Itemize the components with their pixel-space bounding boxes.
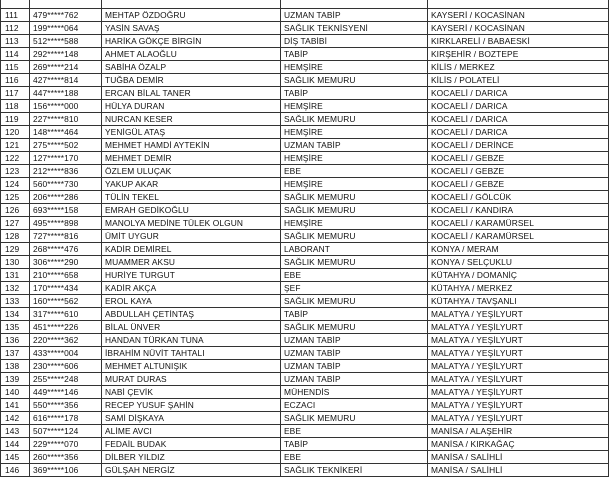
location-cell: KOCAELİ / GÖLCÜK [428, 191, 609, 204]
id-number-cell: 255*****248 [30, 373, 102, 386]
row-number-cell: 124 [1, 178, 30, 191]
table-row [1, 321, 609, 334]
table-row [1, 178, 609, 191]
location-cell: KONYA / SELÇUKLU [428, 256, 609, 269]
id-number-cell: 479*****762 [30, 9, 102, 22]
location-cell: KOCAELİ / DARICA [428, 113, 609, 126]
row-number-cell: 135 [1, 321, 30, 334]
location-cell: KOCAELİ / KARAMÜRSEL [428, 217, 609, 230]
id-number-cell: 210*****658 [30, 269, 102, 282]
row-number-cell: 129 [1, 243, 30, 256]
table-row [1, 126, 609, 139]
person-name-cell: RECEP YUSUF ŞAHİN [102, 399, 281, 412]
person-name-cell: SAMİ DİŞKAYA [102, 412, 281, 425]
table-row [1, 464, 609, 477]
table-row [1, 360, 609, 373]
row-number-cell: 127 [1, 217, 30, 230]
row-number-cell: 113 [1, 35, 30, 48]
person-name-cell: HARİKA GÖKÇE BİRGİN [102, 35, 281, 48]
table-row [1, 74, 609, 87]
person-name-cell: TÜLİN TEKEL [102, 191, 281, 204]
person-name-cell: ÖZLEM ULUÇAK [102, 165, 281, 178]
person-name-cell: HANDAN TÜRKAN TUNA [102, 334, 281, 347]
id-number-cell: 495*****898 [30, 217, 102, 230]
job-title-cell: UZMAN TABİP [281, 139, 428, 152]
job-title-cell: SAĞLIK MEMURU [281, 321, 428, 334]
person-name-cell: NABİ ÇEVİK [102, 386, 281, 399]
location-cell: KOCAELİ / GEBZE [428, 152, 609, 165]
table-row [1, 256, 609, 269]
location-cell: MALATYA / YEŞİLYURT [428, 373, 609, 386]
row-number-cell: 112 [1, 22, 30, 35]
person-name-cell: YAKUP AKAR [102, 178, 281, 191]
person-name-cell: ALİME AVCI [102, 425, 281, 438]
person-name-cell: KADİR DEMİREL [102, 243, 281, 256]
id-number-cell: 230*****606 [30, 360, 102, 373]
row-number-cell: 142 [1, 412, 30, 425]
row-number-cell: 111 [1, 9, 30, 22]
job-title-cell: LABORANT [281, 243, 428, 256]
person-name-cell: FEDAİL BUDAK [102, 438, 281, 451]
location-cell: KAYSERİ / KOCASİNAN [428, 9, 609, 22]
job-title-cell: UZMAN TABİP [281, 360, 428, 373]
id-number-cell: 227*****810 [30, 113, 102, 126]
location-cell: KOCAELİ / DARICA [428, 100, 609, 113]
table-row [1, 308, 609, 321]
id-number-cell: 449*****146 [30, 386, 102, 399]
job-title-cell: SAĞLIK MEMURU [281, 204, 428, 217]
location-cell: MALATYA / YEŞİLYURT [428, 334, 609, 347]
table-row [1, 295, 609, 308]
id-number-cell: 512*****588 [30, 35, 102, 48]
id-number-cell: 616*****178 [30, 412, 102, 425]
person-name-cell: MANOLYA MEDİNE TÜLEK OLGUN [102, 217, 281, 230]
row-number-cell: 131 [1, 269, 30, 282]
job-title-cell: HEMŞİRE [281, 126, 428, 139]
person-name-cell: MURAT DURAS [102, 373, 281, 386]
table-row [1, 9, 609, 22]
location-cell [428, 0, 609, 9]
row-number-cell: 116 [1, 74, 30, 87]
id-number-cell: 148*****464 [30, 126, 102, 139]
table-row [1, 438, 609, 451]
table-row [1, 204, 609, 217]
person-name-cell: DİLBER YILDIZ [102, 451, 281, 464]
job-title-cell: UZMAN TABİP [281, 373, 428, 386]
location-cell: KÜTAHYA / DOMANİÇ [428, 269, 609, 282]
id-number-cell: 260*****356 [30, 451, 102, 464]
job-title-cell [281, 0, 428, 9]
id-number-cell: 727*****816 [30, 230, 102, 243]
person-name-cell: ERCAN BİLAL TANER [102, 87, 281, 100]
row-number-cell: 136 [1, 334, 30, 347]
person-name-cell: YENİGÜL ATAŞ [102, 126, 281, 139]
row-number-cell: 120 [1, 126, 30, 139]
location-cell: MALATYA / YEŞİLYURT [428, 412, 609, 425]
job-title-cell: EBE [281, 269, 428, 282]
job-title-cell: HEMŞİRE [281, 61, 428, 74]
table-row [1, 243, 609, 256]
job-title-cell: ŞEF [281, 282, 428, 295]
job-title-cell: EBE [281, 451, 428, 464]
location-cell: MALATYA / YEŞİLYURT [428, 308, 609, 321]
person-name-cell: TUĞBA DEMİR [102, 74, 281, 87]
id-number-cell: 220*****362 [30, 334, 102, 347]
job-title-cell: UZMAN TABİP [281, 9, 428, 22]
row-number-cell: 117 [1, 87, 30, 100]
id-number-cell: 550*****356 [30, 399, 102, 412]
job-title-cell: UZMAN TABİP [281, 334, 428, 347]
id-number-cell: 306*****290 [30, 256, 102, 269]
location-cell: KOCAELİ / KANDIRA [428, 204, 609, 217]
location-cell: KÜTAHYA / TAVŞANLI [428, 295, 609, 308]
person-name-cell: GÜLŞAH NERGİZ [102, 464, 281, 477]
job-title-cell: SAĞLIK MEMURU [281, 74, 428, 87]
id-number-cell: 170*****434 [30, 282, 102, 295]
row-number-cell: 146 [1, 464, 30, 477]
table-row [1, 48, 609, 61]
job-title-cell: SAĞLIK MEMURU [281, 256, 428, 269]
location-cell: KOCAELİ / DERİNCE [428, 139, 609, 152]
row-number-cell: 118 [1, 100, 30, 113]
row-number-cell: 122 [1, 152, 30, 165]
person-name-cell: MEHMET ALTUNIŞIK [102, 360, 281, 373]
table-row [1, 399, 609, 412]
job-title-cell: HEMŞİRE [281, 178, 428, 191]
id-number-cell: 693*****158 [30, 204, 102, 217]
id-number-cell: 127*****170 [30, 152, 102, 165]
job-title-cell: SAĞLIK MEMURU [281, 412, 428, 425]
person-name-cell: HÜLYA DURAN [102, 100, 281, 113]
table-row [1, 217, 609, 230]
job-title-cell: DİŞ TABİBİ [281, 35, 428, 48]
row-number-cell: 145 [1, 451, 30, 464]
job-title-cell: TABİP [281, 48, 428, 61]
person-name-cell: NURCAN KESER [102, 113, 281, 126]
id-number-cell: 369*****106 [30, 464, 102, 477]
location-cell: MALATYA / YEŞİLYURT [428, 347, 609, 360]
id-number-cell: 206*****286 [30, 191, 102, 204]
row-number-cell: 137 [1, 347, 30, 360]
row-number-cell: 121 [1, 139, 30, 152]
location-cell: KİLİS / POLATELİ [428, 74, 609, 87]
row-number-cell: 138 [1, 360, 30, 373]
table-row [1, 22, 609, 35]
table-row [1, 373, 609, 386]
location-cell: KİLİS / MERKEZ [428, 61, 609, 74]
table-row [1, 113, 609, 126]
person-name-cell: HURİYE TURGUT [102, 269, 281, 282]
location-cell: MALATYA / YEŞİLYURT [428, 386, 609, 399]
id-number-cell: 451*****226 [30, 321, 102, 334]
table-row [1, 269, 609, 282]
location-cell: KOCAELİ / GEBZE [428, 165, 609, 178]
table-row [1, 334, 609, 347]
id-number-cell: 268*****476 [30, 243, 102, 256]
job-title-cell: HEMŞİRE [281, 100, 428, 113]
job-title-cell: UZMAN TABİP [281, 347, 428, 360]
row-number-cell: 130 [1, 256, 30, 269]
location-cell: MALATYA / YEŞİLYURT [428, 360, 609, 373]
table-row [1, 412, 609, 425]
row-number-cell [1, 0, 30, 9]
person-name-cell: KADİR AKÇA [102, 282, 281, 295]
location-cell: KOCAELİ / KARAMÜRSEL [428, 230, 609, 243]
job-title-cell: TABİP [281, 438, 428, 451]
person-name-cell: MEHTAP ÖZDOĞRU [102, 9, 281, 22]
id-number-cell: 160*****562 [30, 295, 102, 308]
table-row [1, 152, 609, 165]
row-number-cell: 126 [1, 204, 30, 217]
table-row [1, 139, 609, 152]
person-name-cell: AHMET ALAOĞLU [102, 48, 281, 61]
id-number-cell: 317*****610 [30, 308, 102, 321]
location-cell: MANİSA / SALİHLİ [428, 464, 609, 477]
table-row [1, 451, 609, 464]
job-title-cell: HEMŞİRE [281, 217, 428, 230]
id-number-cell: 212*****836 [30, 165, 102, 178]
job-title-cell: SAĞLIK TEKNİSYENİ [281, 22, 428, 35]
job-title-cell: EBE [281, 165, 428, 178]
job-title-cell: ECZACI [281, 399, 428, 412]
row-number-cell: 132 [1, 282, 30, 295]
row-number-cell: 143 [1, 425, 30, 438]
id-number-cell [30, 0, 102, 9]
person-name-cell: İBRAHİM NÜVİT TAHTALI [102, 347, 281, 360]
person-name-cell: EROL KAYA [102, 295, 281, 308]
location-cell: KIRKLARELİ / BABAESKİ [428, 35, 609, 48]
location-cell: MALATYA / YEŞİLYURT [428, 321, 609, 334]
location-cell: KOCAELİ / GEBZE [428, 178, 609, 191]
id-number-cell: 156*****000 [30, 100, 102, 113]
row-number-cell: 119 [1, 113, 30, 126]
job-title-cell: SAĞLIK MEMURU [281, 295, 428, 308]
location-cell: KAYSERİ / KOCASİNAN [428, 22, 609, 35]
row-number-cell: 128 [1, 230, 30, 243]
location-cell: KIRŞEHİR / BOZTEPE [428, 48, 609, 61]
location-cell: KOCAELİ / DARICA [428, 87, 609, 100]
table-row [1, 425, 609, 438]
person-name-cell: BİLAL ÜNVER [102, 321, 281, 334]
person-name-cell: MEHMET HAMDİ AYTEKİN [102, 139, 281, 152]
location-cell: MANİSA / KIRKAĞAÇ [428, 438, 609, 451]
id-number-cell: 292*****148 [30, 48, 102, 61]
job-title-cell: SAĞLIK MEMURU [281, 113, 428, 126]
job-title-cell: TABİP [281, 308, 428, 321]
row-number-cell: 139 [1, 373, 30, 386]
job-title-cell: EBE [281, 425, 428, 438]
row-number-cell: 115 [1, 61, 30, 74]
id-number-cell: 269*****214 [30, 61, 102, 74]
id-number-cell: 560*****730 [30, 178, 102, 191]
job-title-cell: SAĞLIK MEMURU [281, 191, 428, 204]
row-number-cell: 133 [1, 295, 30, 308]
location-cell: KONYA / MERAM [428, 243, 609, 256]
table-row [1, 347, 609, 360]
id-number-cell: 433*****004 [30, 347, 102, 360]
row-number-cell: 140 [1, 386, 30, 399]
table-row [1, 191, 609, 204]
person-name-cell: EMRAH GEDİKOĞLU [102, 204, 281, 217]
location-cell: MANİSA / SALİHLİ [428, 451, 609, 464]
table-body [1, 0, 609, 477]
id-number-cell: 229*****070 [30, 438, 102, 451]
row-number-cell: 114 [1, 48, 30, 61]
id-number-cell: 447*****188 [30, 87, 102, 100]
person-name-cell: ABDULLAH ÇETİNTAŞ [102, 308, 281, 321]
row-number-cell: 141 [1, 399, 30, 412]
location-cell: MANİSA / ALAŞEHİR [428, 425, 609, 438]
id-number-cell: 199*****064 [30, 22, 102, 35]
id-number-cell: 427*****814 [30, 74, 102, 87]
job-title-cell: SAĞLIK TEKNİKERİ [281, 464, 428, 477]
id-number-cell: 275*****502 [30, 139, 102, 152]
location-cell: MALATYA / YEŞİLYURT [428, 399, 609, 412]
row-number-cell: 125 [1, 191, 30, 204]
location-cell: KOCAELİ / DARICA [428, 126, 609, 139]
table-row [1, 100, 609, 113]
table-row [1, 35, 609, 48]
row-number-cell: 123 [1, 165, 30, 178]
table-row [1, 0, 609, 9]
person-name-cell: MUAMMER AKSU [102, 256, 281, 269]
person-name-cell [102, 0, 281, 9]
job-title-cell: HEMŞİRE [281, 152, 428, 165]
job-title-cell: SAĞLIK MEMURU [281, 230, 428, 243]
table-row [1, 61, 609, 74]
id-number-cell: 507*****124 [30, 425, 102, 438]
table-row [1, 282, 609, 295]
person-name-cell: ÜMİT UYGUR [102, 230, 281, 243]
person-name-cell: YASİN SAVAŞ [102, 22, 281, 35]
table-row [1, 386, 609, 399]
table-row [1, 87, 609, 100]
person-name-cell: SABİHA ÖZALP [102, 61, 281, 74]
person-name-cell: MEHMET DEMİR [102, 152, 281, 165]
table-row [1, 230, 609, 243]
row-number-cell: 134 [1, 308, 30, 321]
job-title-cell: MÜHENDİS [281, 386, 428, 399]
table-row [1, 165, 609, 178]
location-cell: KÜTAHYA / MERKEZ [428, 282, 609, 295]
job-title-cell: TABİP [281, 87, 428, 100]
row-number-cell: 144 [1, 438, 30, 451]
